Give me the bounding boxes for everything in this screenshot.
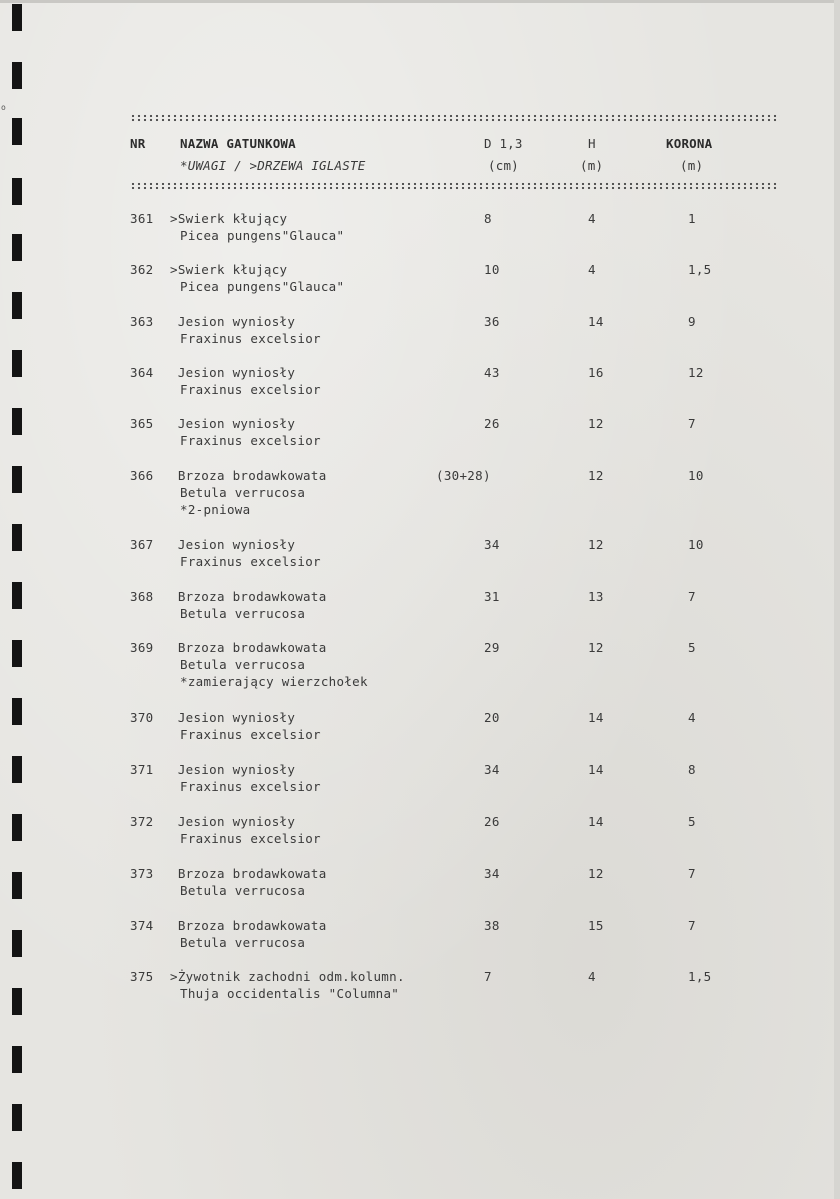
binding-hole — [12, 1104, 22, 1131]
crown-value: 12 — [688, 365, 704, 380]
binding-hole — [12, 988, 22, 1015]
species-name-text: Jesion wyniosły — [177, 762, 296, 777]
conifer-marker — [170, 814, 178, 829]
species-name-text: Brzoza brodawkowata — [177, 468, 327, 483]
species-name-latin: Fraxinus excelsior — [180, 831, 321, 846]
row-number: 373 — [130, 866, 154, 881]
binding-hole — [12, 930, 22, 957]
species-name-latin: Picea pungens"Glauca" — [180, 279, 345, 294]
row-note: *2-pniowa — [180, 502, 251, 517]
row-number: 369 — [130, 640, 154, 655]
diameter-value: 7 — [484, 969, 492, 984]
conifer-marker — [170, 314, 178, 329]
height-value: 14 — [588, 710, 604, 725]
binding-hole — [12, 4, 22, 31]
diameter-value: 8 — [484, 211, 492, 226]
species-name-latin: Picea pungens"Glauca" — [180, 228, 345, 243]
species-name-latin: Betula verrucosa — [180, 657, 306, 672]
species-name-polish — [170, 365, 295, 380]
species-name-polish — [170, 866, 327, 881]
height-value: 4 — [588, 262, 596, 277]
crown-value: 9 — [688, 314, 696, 329]
binding-hole — [12, 698, 22, 725]
species-name-polish — [170, 640, 327, 655]
conifer-marker — [170, 866, 178, 881]
height-value: 15 — [588, 918, 604, 933]
conifer-marker — [170, 365, 178, 380]
row-number: 365 — [130, 416, 154, 431]
species-name-text: Brzoza brodawkowata — [177, 640, 327, 655]
height-value: 12 — [588, 866, 604, 881]
species-name-text: Żywotnik zachodni odm.kolumn. — [177, 969, 405, 984]
species-name-latin: Betula verrucosa — [180, 485, 306, 500]
species-name-text: Jesion wyniosły — [177, 814, 296, 829]
crown-value: 7 — [688, 918, 696, 933]
conifer-marker — [170, 640, 178, 655]
crown-value: 8 — [688, 762, 696, 777]
header-bottom-rule — [130, 182, 780, 190]
header-h: H — [588, 136, 596, 151]
height-value: 4 — [588, 211, 596, 226]
height-value: 16 — [588, 365, 604, 380]
header-name: NAZWA GATUNKOWA — [180, 136, 296, 151]
conifer-marker: > — [170, 969, 178, 984]
binding-hole — [12, 234, 22, 261]
binding-hole — [12, 466, 22, 493]
crown-value: 1,5 — [688, 262, 712, 277]
row-note: *zamierający wierzchołek — [180, 674, 368, 689]
height-value: 14 — [588, 762, 604, 777]
row-number: 370 — [130, 710, 154, 725]
row-number: 368 — [130, 589, 154, 604]
species-name-text: Brzoza brodawkowata — [177, 866, 327, 881]
height-value: 12 — [588, 537, 604, 552]
header-k-unit: (m) — [680, 158, 704, 173]
species-name-polish — [170, 262, 287, 277]
species-name-polish — [170, 918, 327, 933]
margin-speck: o — [1, 103, 6, 112]
species-name-latin: Betula verrucosa — [180, 935, 306, 950]
header-nr: NR — [130, 136, 146, 151]
binding-hole — [12, 350, 22, 377]
species-name-latin: Thuja occidentalis "Columna" — [180, 986, 400, 1001]
crown-value: 10 — [688, 468, 704, 483]
row-number: 375 — [130, 969, 154, 984]
diameter-value: (30+28) — [436, 468, 491, 483]
species-name-text: Jesion wyniosły — [177, 710, 296, 725]
species-name-polish — [170, 814, 295, 829]
species-name-latin: Fraxinus excelsior — [180, 727, 321, 742]
species-name-polish — [170, 314, 295, 329]
diameter-value: 10 — [484, 262, 500, 277]
crown-value: 4 — [688, 710, 696, 725]
row-number: 363 — [130, 314, 154, 329]
binding-hole — [12, 582, 22, 609]
row-number: 366 — [130, 468, 154, 483]
diameter-value: 26 — [484, 814, 500, 829]
diameter-value: 31 — [484, 589, 500, 604]
conifer-marker: > — [170, 262, 178, 277]
row-number: 374 — [130, 918, 154, 933]
species-name-polish — [170, 710, 295, 725]
diameter-value: 43 — [484, 365, 500, 380]
diameter-value: 34 — [484, 866, 500, 881]
species-name-text: Jesion wyniosły — [177, 537, 296, 552]
crown-value: 7 — [688, 416, 696, 431]
diameter-value: 26 — [484, 416, 500, 431]
binding-hole — [12, 1046, 22, 1073]
binding-holes — [12, 0, 26, 1199]
diameter-value: 29 — [484, 640, 500, 655]
height-value: 12 — [588, 468, 604, 483]
binding-hole — [12, 178, 22, 205]
page-right-edge — [834, 0, 840, 1199]
binding-hole — [12, 408, 22, 435]
species-name-polish — [170, 416, 295, 431]
species-name-latin: Fraxinus excelsior — [180, 382, 321, 397]
species-name-polish — [170, 969, 405, 984]
species-name-polish — [170, 211, 287, 226]
diameter-value: 34 — [484, 762, 500, 777]
conifer-marker — [170, 589, 178, 604]
species-name-polish — [170, 589, 327, 604]
crown-value: 1 — [688, 211, 696, 226]
species-name-latin: Betula verrucosa — [180, 883, 306, 898]
header-notes: *UWAGI / >DRZEWA IGLASTE — [180, 158, 366, 173]
crown-value: 7 — [688, 589, 696, 604]
species-name-latin: Betula verrucosa — [180, 606, 306, 621]
binding-hole — [12, 292, 22, 319]
species-name-text: Jesion wyniosły — [177, 416, 296, 431]
row-number: 367 — [130, 537, 154, 552]
binding-hole — [12, 640, 22, 667]
crown-value: 7 — [688, 866, 696, 881]
height-value: 13 — [588, 589, 604, 604]
conifer-marker — [170, 918, 178, 933]
binding-hole — [12, 756, 22, 783]
header-d: D 1,3 — [484, 136, 523, 151]
species-name-text: Jesion wyniosły — [177, 365, 296, 380]
species-name-text: Jesion wyniosły — [177, 314, 296, 329]
binding-hole — [12, 872, 22, 899]
row-number: 364 — [130, 365, 154, 380]
species-name-polish — [170, 468, 327, 483]
binding-hole — [12, 1162, 22, 1189]
species-name-latin: Fraxinus excelsior — [180, 331, 321, 346]
diameter-value: 36 — [484, 314, 500, 329]
species-name-text: Swierk kłujący — [177, 211, 288, 226]
diameter-value: 38 — [484, 918, 500, 933]
row-number: 371 — [130, 762, 154, 777]
height-value: 4 — [588, 969, 596, 984]
conifer-marker — [170, 416, 178, 431]
species-name-text: Brzoza brodawkowata — [177, 918, 327, 933]
conifer-marker — [170, 468, 178, 483]
species-name-text: Swierk kłujący — [177, 262, 288, 277]
crown-value: 1,5 — [688, 969, 712, 984]
species-name-latin: Fraxinus excelsior — [180, 433, 321, 448]
binding-hole — [12, 118, 22, 145]
row-number: 362 — [130, 262, 154, 277]
page-top-edge — [0, 0, 840, 3]
species-name-latin: Fraxinus excelsior — [180, 779, 321, 794]
species-name-text: Brzoza brodawkowata — [177, 589, 327, 604]
crown-value: 5 — [688, 640, 696, 655]
conifer-marker — [170, 762, 178, 777]
row-number: 372 — [130, 814, 154, 829]
conifer-marker — [170, 710, 178, 725]
height-value: 14 — [588, 814, 604, 829]
diameter-value: 20 — [484, 710, 500, 725]
header-top-rule — [130, 114, 780, 122]
crown-value: 5 — [688, 814, 696, 829]
binding-hole — [12, 814, 22, 841]
crown-value: 10 — [688, 537, 704, 552]
height-value: 12 — [588, 640, 604, 655]
conifer-marker: > — [170, 211, 178, 226]
height-value: 14 — [588, 314, 604, 329]
binding-hole — [12, 62, 22, 89]
binding-hole — [12, 524, 22, 551]
header-d-unit: (cm) — [488, 158, 519, 173]
row-number: 361 — [130, 211, 154, 226]
header-h-unit: (m) — [580, 158, 604, 173]
species-name-polish — [170, 537, 295, 552]
diameter-value: 34 — [484, 537, 500, 552]
species-name-latin: Fraxinus excelsior — [180, 554, 321, 569]
conifer-marker — [170, 537, 178, 552]
height-value: 12 — [588, 416, 604, 431]
species-name-polish — [170, 762, 295, 777]
header-korona: KORONA — [666, 136, 713, 151]
